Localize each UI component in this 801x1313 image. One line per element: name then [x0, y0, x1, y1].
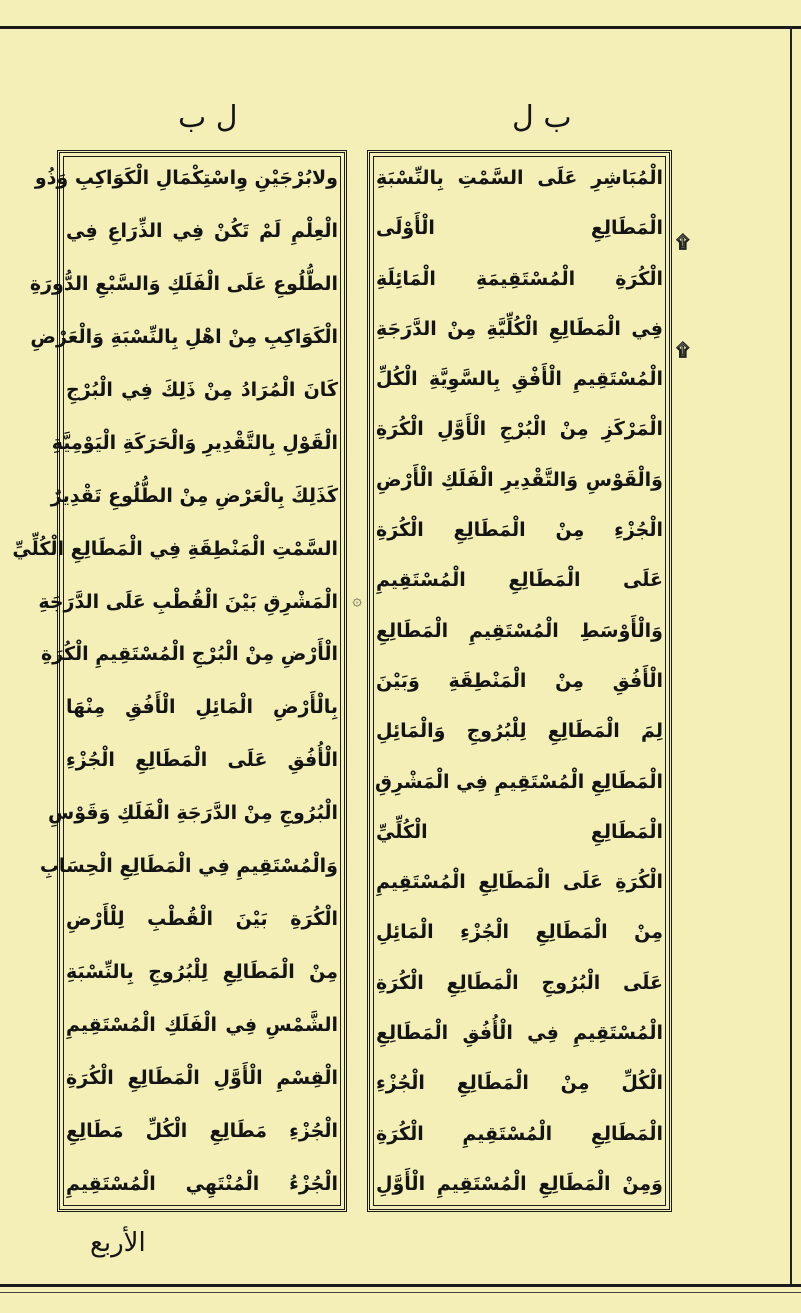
right-border-rule [790, 26, 792, 1286]
text-line: الْمَطَالِعِ الْأَوْلَى [376, 217, 663, 240]
bottom-border-rule [0, 1284, 801, 1287]
text-line: كَانَ الْمُرَادُ مِنْ ذَلِكَ فِي الْبُرْجِ [66, 378, 338, 401]
text-column-right [367, 150, 672, 1212]
text-line: الْقِسْمِ الْأَوَّلِ الْمَطَالِعِ الْكُرَةِ [66, 1066, 338, 1089]
text-line: الْقَوْلِ بِالتَّقْدِيرِ وَالْحَرَكَةِ الْيَوْمِيَّةِ [51, 431, 338, 454]
text-line: الْجُزْءُ الْمُنْتَهِي الْمُسْتَقِيمِ [66, 1172, 338, 1195]
text-line: الْكُرَةِ بَيْنَ الْقُطْبِ لِلْأَرْضِ [66, 908, 338, 931]
text-line: وَالْقَوْسِ وَالتَّقْدِيرِ الْفَلَكِ الْأَرْضِ [376, 468, 663, 491]
text-line: مِنْ الْمَطَالِعِ الْجُزْءِ الْمَائِلِ [376, 921, 663, 944]
margin-note-mark: ۩ [676, 340, 690, 361]
text-line: الْأَرْضِ مِنْ الْبُرْجِ الْمُسْتَقِيمِ الْكُرَةِ [40, 643, 338, 666]
text-line: وَالْأَوْسَطِ الْمُسْتَقِيمِ الْمَطَالِعِ [376, 619, 663, 642]
header-word-right: ب ل [512, 100, 572, 135]
text-line: الْمَطَالِعِ الْكُلِّيِّ [376, 820, 663, 843]
gutter-ornament: ۞ [352, 590, 362, 609]
text-line: الْمَشْرِقِ بَيْنَ الْقُطْبِ عَلَى الدَّرَجَةِ [38, 590, 338, 613]
text-line: الْمُبَاشِرِ عَلَى السَّمْتِ بِالنِّسْبَةِ [376, 167, 663, 189]
text-line: الْبُرُوجِ مِنْ الدَّرَجَةِ الْفَلَكِ وَقَوْسِ [48, 802, 338, 825]
text-line: الْكُرَةِ الْمُسْتَقِيمَةِ الْمَائِلَةِ [376, 267, 663, 290]
column-lines-left [12, 161, 338, 1201]
text-line: الشَّمْسِ فِي الْفَلَكِ الْمُسْتَقِيمِ [66, 1014, 338, 1036]
column-lines-right [376, 161, 663, 1201]
text-line: الْمُسْتَقِيمِ الْأَفْقِ بِالسَّوِيَّةِ الْكُلِّ [376, 368, 663, 391]
text-line: الْكَوَاكِبِ مِنْ اهْلِ بِالنِّسْبَةِ وَالْعَرْضِ [30, 325, 338, 348]
text-line: الْأَفُقِ مِنْ الْمَنْطِقَةِ وَبَيْنَ [376, 669, 663, 692]
text-line: مِنْ الْمَطَالِعِ لِلْبُرُوجِ بِالنِّسْبَةِ [66, 961, 338, 984]
text-line: الْعِلْمِ لَمْ تَكُنْ فِي الذِّرَاعِ فِي [66, 219, 338, 242]
text-line: السَّمْتِ الْمَنْطِقَةِ فِي الْمَطَالِعِ الْكُلِّيِّ [12, 537, 338, 560]
text-column-left [12, 150, 347, 1212]
text-line: الْمَطَالِعِ الْمُسْتَقِيمِ فِي الْمَشْرِقِ [375, 770, 663, 793]
text-line: الْأُفُقِ عَلَى الْمَطَالِعِ الْجُزْءِ [66, 749, 338, 772]
text-line: الْكُرَةِ عَلَى الْمَطَالِعِ الْمُسْتَقِيمِ [376, 871, 663, 894]
bottom-border-rule-secondary [0, 1292, 801, 1293]
margin-note-mark: ۩ [676, 232, 690, 253]
text-line: ولابُرْجَيْنِ وِاسْتِكْمَالِ الْكَوَاكِبِ وَذُو [34, 167, 338, 189]
text-line: الْمَطَالِعِ الْمُسْتَقِيمِ الْكُرَةِ [376, 1122, 663, 1145]
text-line: الْجُزْءِ مَطَالِعِ الْكُلِّ مَطَالِعِ [66, 1119, 338, 1142]
text-line: وَمِنْ الْمَطَالِعِ الْمُسْتَقِيمِ الْأَوَّلِ [376, 1172, 663, 1195]
text-line: وَالْمُسْتَقِيمِ فِي الْمَطَالِعِ الْحِسَابِ [39, 855, 338, 878]
header-word-left: ل ب [178, 100, 238, 135]
text-line: بِالْأَرْضِ الْمَائِلِ الْأَفُقِ مِنْهَا [66, 696, 338, 719]
text-line: عَلَى الْبُرُوجِ الْمَطَالِعِ الْكُرَةِ [376, 971, 663, 994]
catchword: الأربع [90, 1228, 146, 1258]
top-border-rule [0, 26, 801, 29]
text-line: الْكُلِّ مِنْ الْمَطَالِعِ الْجُزْءِ [376, 1072, 663, 1095]
text-line: الْمُسْتَقِيمِ فِي الْأُفُقِ الْمَطَالِعِ [376, 1022, 663, 1045]
text-line: لِمَ الْمَطَالِعِ لِلْبُرُوجِ وَالْمَائِلِ [376, 720, 663, 743]
text-line: فِي الْمَطَالِعِ الْكُلِّيَّةِ مِنْ الدَّرَجَةِ [376, 317, 663, 340]
text-line: الْمَرْكَزِ مِنْ الْبُرْجِ الْأَوَّلِ الْكُرَةِ [376, 418, 663, 441]
text-line: كَذَلِكَ بِالْعَرْضِ مِنْ الطُّلُوعِ تَقْدِيرٌ [50, 484, 338, 507]
text-line: عَلَى الْمَطَالِعِ الْمُسْتَقِيمِ [376, 569, 663, 592]
text-line: الطُّلُوعِ عَلَى الْفَلَكِ وَالسَّبْعِ الدُّورَةِ [29, 272, 338, 295]
text-line: الْجُزْءِ مِنْ الْمَطَالِعِ الْكُرَةِ [376, 519, 663, 542]
